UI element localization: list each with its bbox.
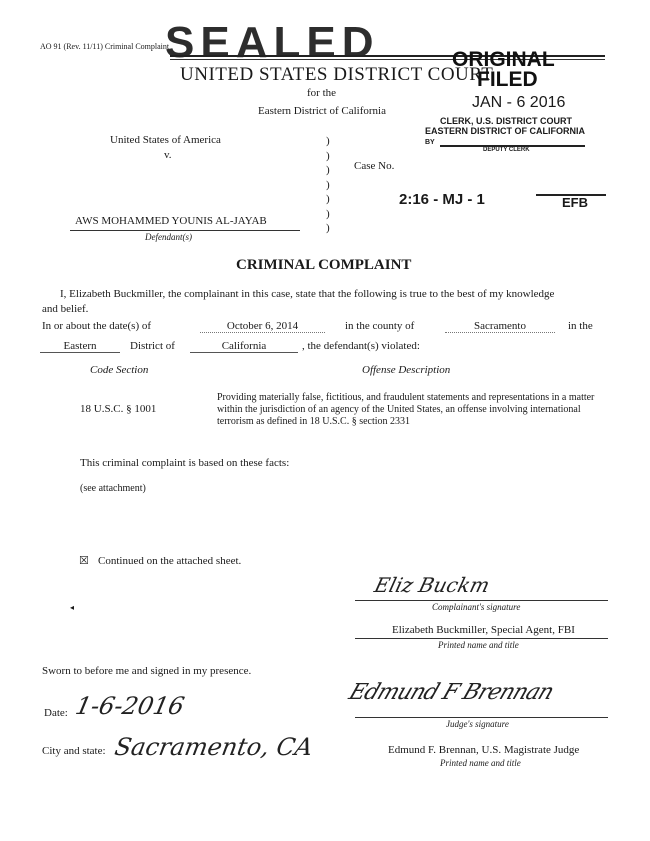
- court-for: for the: [307, 87, 337, 99]
- county-value: Sacramento: [445, 320, 555, 333]
- county-label: in the county of: [345, 320, 415, 332]
- versus: v.: [164, 149, 172, 161]
- clerk-line1: CLERK, U.S. DISTRICT COURT: [440, 116, 572, 126]
- judge-sig-label: Judge's signature: [446, 719, 509, 729]
- judge-sig-rule: [355, 717, 608, 718]
- clerk-line2: EASTERN DISTRICT OF CALIFORNIA: [425, 126, 585, 136]
- case-suffix: EFB: [562, 195, 588, 210]
- form-id: AO 91 (Rev. 11/11) Criminal Complaint: [40, 42, 170, 51]
- complainant-name-label: Printed name and title: [438, 640, 519, 650]
- stray-mark: ◂: [70, 603, 75, 612]
- complainant-signature: Eliz Buckm: [372, 573, 493, 597]
- deputy-label: DEPUTY CLERK: [483, 147, 530, 153]
- original-stamp: ORIGINAL: [452, 48, 555, 71]
- date-label: Date:: [44, 707, 68, 719]
- judge-name-label: Printed name and title: [440, 758, 521, 768]
- district-value: Eastern: [40, 340, 120, 353]
- by-label: BY: [425, 139, 435, 146]
- see-attachment: (see attachment): [80, 483, 146, 494]
- case-no-label: Case No.: [354, 160, 395, 172]
- continued-label: Continued on the attached sheet.: [98, 555, 242, 567]
- violated-text: , the defendant(s) violated:: [302, 340, 420, 352]
- plaintiff: United States of America: [110, 134, 221, 146]
- facts-label: This criminal complaint is based on these facts:: [80, 457, 290, 469]
- intro-cont: and belief.: [42, 303, 89, 315]
- judge-signature: Edmund F Brennan: [345, 680, 557, 705]
- district-of: District of: [130, 340, 175, 352]
- date-prefix: In or about the date(s) of: [42, 320, 152, 332]
- sworn-statement: Sworn to before me and signed in my presence.: [42, 665, 252, 677]
- defendant-label: Defendant(s): [145, 232, 192, 242]
- signed-date: 1-6-2016: [73, 692, 187, 720]
- offense-description-header: Offense Description: [362, 364, 451, 376]
- complainant-name-rule: [355, 638, 608, 639]
- judge-name: Edmund F. Brennan, U.S. Magistrate Judge: [388, 744, 580, 756]
- filed-stamp: FILED: [477, 68, 538, 91]
- city-value: Sacramento, CA: [112, 733, 315, 761]
- complainant-name: Elizabeth Buckmiller, Special Agent, FBI: [392, 624, 575, 636]
- case-number: 2:16 - MJ - 1: [399, 191, 485, 208]
- city-label: City and state:: [42, 745, 106, 757]
- complaint-title: CRIMINAL COMPLAINT: [236, 257, 412, 273]
- court-district: Eastern District of California: [258, 105, 386, 117]
- caption-brackets: ) ) ) ) ) ) ): [326, 135, 330, 234]
- filed-date: JAN - 6 2016: [472, 94, 566, 111]
- continued-checkbox: ☒: [79, 555, 89, 567]
- complainant-sig-rule: [355, 600, 608, 601]
- complainant-sig-label: Complainant's signature: [432, 602, 521, 612]
- code-section-header: Code Section: [90, 364, 149, 376]
- in-the: in the: [568, 320, 593, 332]
- defendant-rule: [70, 230, 300, 231]
- intro-text: I, Elizabeth Buckmiller, the complainant in this case, state that the following is true to the best of my knowledge: [60, 288, 555, 300]
- state-value: California: [190, 340, 298, 353]
- sealed-stamp: SEALED: [165, 18, 380, 67]
- code-section: 18 U.S.C. § 1001: [80, 403, 157, 415]
- court-name: UNITED STATES DISTRICT COURT: [180, 64, 494, 85]
- offense-date: October 6, 2014: [200, 320, 325, 333]
- defendant-name: AWS MOHAMMED YOUNIS AL-JAYAB: [75, 215, 267, 227]
- offense-description: Providing materially false, fictitious, and fraudulent statements and representations in a matter within the jurisdiction of an agency of the United States, an offense involving international terrorism as defined in 18 U.S.C. § section 2331: [217, 392, 595, 427]
